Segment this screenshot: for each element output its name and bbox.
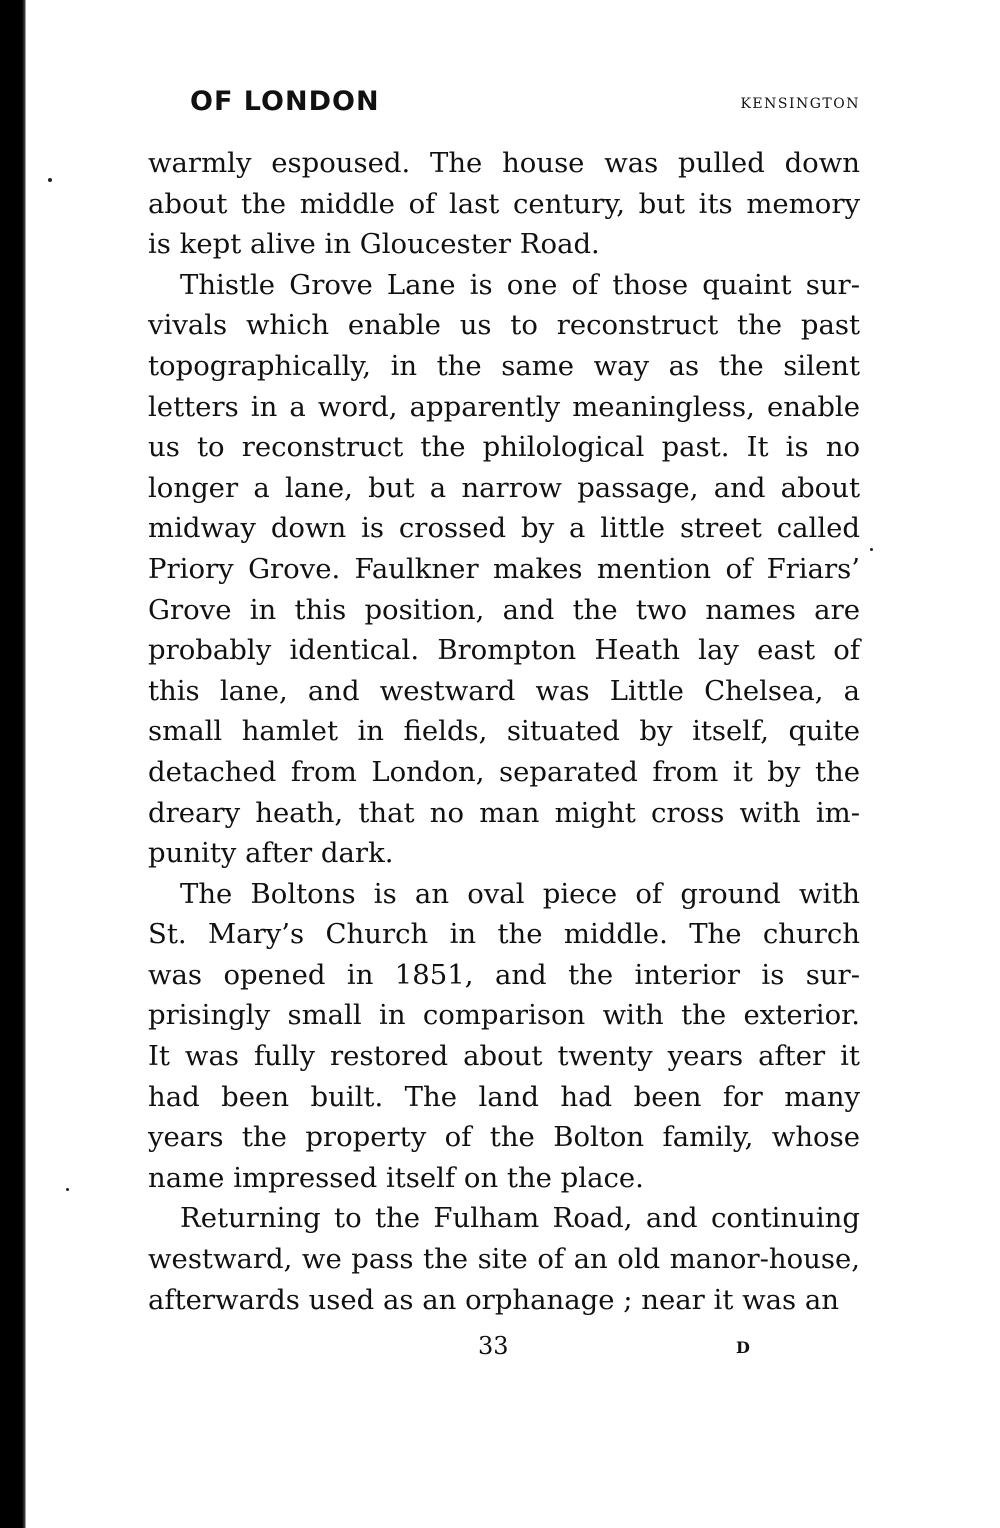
text-line: had been built. The land had been for many	[148, 1080, 860, 1113]
text-line: Priory Grove. Faulkner makes mention of Friars’	[148, 552, 860, 585]
text-line: Grove in this position, and the two names are	[148, 593, 860, 626]
text-line: about the middle of last century, but its memory	[148, 187, 860, 220]
scan-speck	[870, 548, 873, 551]
text-line: Returning to the Fulham Road, and continuing	[180, 1202, 860, 1235]
running-head	[190, 86, 860, 126]
scan-speck	[66, 1188, 69, 1191]
text-line: It was fully restored about twenty years after it	[148, 1040, 860, 1073]
signature-mark: D	[736, 1338, 751, 1357]
text-line: letters in a word, apparently meaningless, enable	[148, 390, 860, 423]
text-line: is kept alive in Gloucester Road.	[148, 228, 600, 261]
scan-speck	[48, 178, 52, 182]
text-line: probably identical. Brompton Heath lay east of	[148, 634, 860, 667]
text-line: this lane, and westward was Little Chelsea, a	[148, 674, 860, 707]
text-line: dreary heath, that no man might cross with im-	[148, 796, 860, 829]
text-line: us to reconstruct the philological past. It is no	[148, 431, 860, 464]
text-line: midway down is crossed by a little street called	[148, 512, 860, 545]
text-line: westward, we pass the site of an old manor-house,	[148, 1243, 860, 1276]
text-line: was opened in 1851, and the interior is sur-	[148, 958, 860, 991]
binding-edge	[0, 0, 26, 1528]
text-line: name impressed itself on the place.	[148, 1161, 644, 1194]
text-line: warmly espoused. The house was pulled down	[148, 147, 860, 179]
text-line: topographically, in the same way as the silent	[148, 349, 860, 382]
text-line: vivals which enable us to reconstruct the past	[148, 309, 860, 342]
paragraph	[148, 143, 860, 265]
body-text	[148, 143, 860, 1320]
paragraph	[148, 265, 860, 874]
text-line: St. Mary’s Church in the middle. The church	[148, 918, 860, 951]
text-line: afterwards used as an orphanage ; near it was an	[148, 1283, 840, 1316]
text-line: The Boltons is an oval piece of ground with	[180, 877, 860, 910]
text-line: prisingly small in comparison with the exterior.	[148, 999, 860, 1032]
text-line: detached from London, separated from it by the	[148, 755, 860, 788]
text-line: Thistle Grove Lane is one of those quaint sur-	[180, 268, 860, 301]
text-line: years the property of the Bolton family, whose	[148, 1121, 860, 1154]
paragraph	[148, 1198, 860, 1320]
running-head-title: OF LONDON	[190, 86, 380, 117]
paragraph	[148, 874, 860, 1199]
text-line: punity after dark.	[148, 837, 394, 870]
page-number: 33	[478, 1332, 509, 1360]
text-line: longer a lane, but a narrow passage, and about	[148, 471, 860, 504]
text-line: small hamlet in fields, situated by itself, quite	[148, 715, 860, 748]
running-head-section: KENSINGTON	[740, 96, 860, 112]
